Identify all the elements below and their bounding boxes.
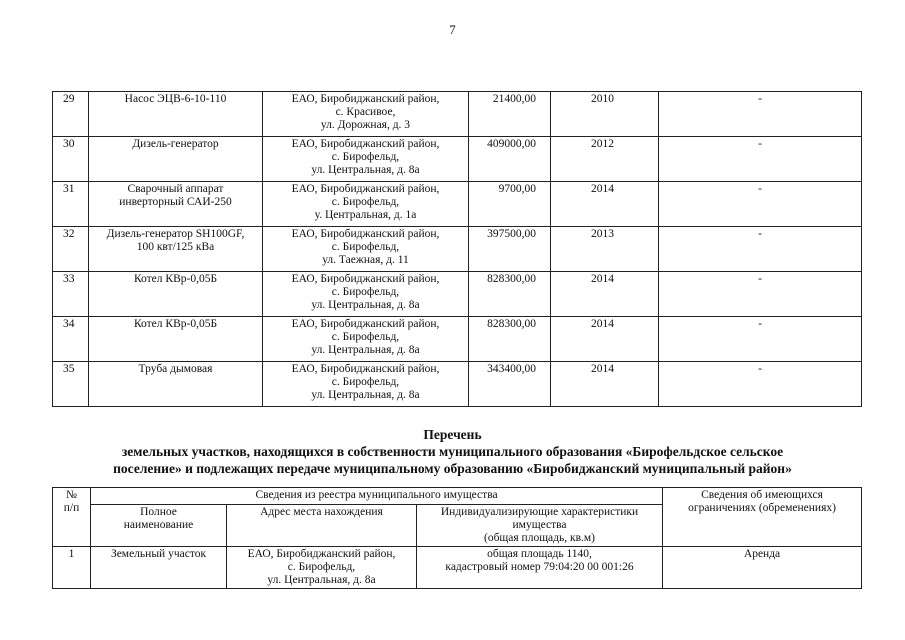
list-subtitle-line2: поселение» и подлежащих передаче муниципальному образованию «Биробиджанский муниципальный район»	[113, 461, 792, 476]
row-price: 828300,00	[469, 272, 551, 317]
row-address-line: ул. Центральная, д. 8а	[311, 389, 420, 401]
row-price: 397500,00	[469, 227, 551, 272]
row-num: 34	[53, 317, 89, 362]
page-number: 7	[449, 22, 456, 37]
row-address	[263, 137, 469, 182]
row-address-line: ЕАО, Биробиджанский район,	[291, 318, 440, 330]
row-encumbrance: -	[659, 92, 862, 137]
row-price: 343400,00	[469, 362, 551, 407]
header-num: № п/п	[53, 488, 91, 547]
table-row	[53, 92, 862, 137]
row-year: 2014	[551, 362, 659, 407]
row-address-line: ул. Центральная, д. 8а	[311, 344, 420, 356]
header-fullname: Полное наименование	[91, 505, 227, 547]
header-registry: Сведения из реестра муниципального имущества	[91, 488, 663, 505]
row-year: 2012	[551, 137, 659, 182]
row-address	[263, 92, 469, 137]
row-name-line: Дизель-генератор SH100GF,	[106, 228, 245, 240]
row-address-line: с. Бирофельд,	[331, 196, 400, 208]
row-price: 21400,00	[469, 92, 551, 137]
row-address-line: ул. Дорожная, д. 3	[320, 119, 411, 131]
row-name-line: Дизель-генератор	[132, 138, 219, 150]
row-address	[263, 317, 469, 362]
row-num: 30	[53, 137, 89, 182]
row-name	[89, 92, 263, 137]
row-encumbrance: -	[659, 182, 862, 227]
row-price: 828300,00	[469, 317, 551, 362]
table-row	[53, 317, 862, 362]
row-name	[89, 362, 263, 407]
row-address-line: с. Бирофельд,	[331, 241, 400, 253]
list-subtitle	[0, 443, 905, 477]
row-address-line: ул. Таежная, д. 11	[322, 254, 409, 266]
row-num: 35	[53, 362, 89, 407]
header-restrictions: Сведения об имеющихся ограничениях (обременениях)	[663, 488, 862, 547]
table-row	[53, 362, 862, 407]
table-row	[53, 272, 862, 317]
row-address-line: с. Красивое,	[335, 106, 396, 118]
row-address-line: ЕАО, Биробиджанский район,	[291, 228, 440, 240]
row-encumbrance: -	[659, 317, 862, 362]
row-year: 2014	[551, 182, 659, 227]
row-address-line: с. Бирофельд,	[331, 151, 400, 163]
row-name-line: Котел КВр-0,05Б	[133, 273, 218, 285]
row-address-line: ЕАО, Биробиджанский район,	[291, 93, 440, 105]
table-row	[53, 227, 862, 272]
land-name: Земельный участок	[91, 547, 227, 589]
row-num: 33	[53, 272, 89, 317]
row-price: 9700,00	[469, 182, 551, 227]
row-address	[263, 362, 469, 407]
list-subtitle-line1: земельных участков, находящихся в собственности муниципального образования «Бирофельдское сельское	[121, 444, 784, 459]
row-address-line: ЕАО, Биробиджанский район,	[291, 183, 440, 195]
row-address-line: ул. Центральная, д. 8а	[311, 164, 420, 176]
row-address-line: у. Центральная, д. 1а	[314, 209, 417, 221]
row-name	[89, 272, 263, 317]
row-name-line: Насос ЭЦВ-6-10-110	[124, 93, 227, 105]
row-name-line: Сварочный аппарат	[127, 183, 224, 195]
row-address-line: с. Бирофельд,	[331, 286, 400, 298]
row-num: 31	[53, 182, 89, 227]
row-name-line: 100 квт/125 кВа	[136, 241, 215, 253]
header-address: Адрес места нахождения	[227, 505, 417, 547]
table-row	[53, 137, 862, 182]
row-name-line: инверторный САИ-250	[119, 196, 232, 208]
row-address-line: ЕАО, Биробиджанский район,	[291, 363, 440, 375]
list-title: Перечень	[423, 427, 482, 442]
row-address	[263, 272, 469, 317]
table-row	[53, 182, 862, 227]
row-num: 29	[53, 92, 89, 137]
row-encumbrance: -	[659, 137, 862, 182]
land-num: 1	[53, 547, 91, 589]
row-address-line: с. Бирофельд,	[331, 331, 400, 343]
row-address-line: ЕАО, Биробиджанский район,	[291, 273, 440, 285]
row-name-line: Труба дымовая	[138, 363, 213, 375]
row-encumbrance: -	[659, 272, 862, 317]
row-encumbrance: -	[659, 362, 862, 407]
row-name	[89, 137, 263, 182]
row-name	[89, 227, 263, 272]
row-name-line: Котел КВр-0,05Б	[133, 318, 218, 330]
row-price: 409000,00	[469, 137, 551, 182]
row-address	[263, 182, 469, 227]
row-name	[89, 317, 263, 362]
row-address-line: ул. Центральная, д. 8а	[311, 299, 420, 311]
row-year: 2013	[551, 227, 659, 272]
row-num: 32	[53, 227, 89, 272]
row-year: 2014	[551, 272, 659, 317]
land-characteristics: общая площадь 1140, кадастровый номер 79:04:20 00 001:26	[417, 547, 663, 589]
row-address	[263, 227, 469, 272]
land-plots-table	[52, 487, 862, 589]
row-encumbrance: -	[659, 227, 862, 272]
row-address-line: с. Бирофельд,	[331, 376, 400, 388]
header-characteristics: Индивидуализирующие характеристики имущества (общая площадь, кв.м)	[417, 505, 663, 547]
land-restriction: Аренда	[663, 547, 862, 589]
row-year: 2014	[551, 317, 659, 362]
table-row	[53, 547, 862, 589]
equipment-table	[52, 91, 862, 407]
row-address-line: ЕАО, Биробиджанский район,	[291, 138, 440, 150]
land-address: ЕАО, Биробиджанский район, с. Бирофельд, ул. Центральная, д. 8а	[227, 547, 417, 589]
row-name	[89, 182, 263, 227]
row-year: 2010	[551, 92, 659, 137]
